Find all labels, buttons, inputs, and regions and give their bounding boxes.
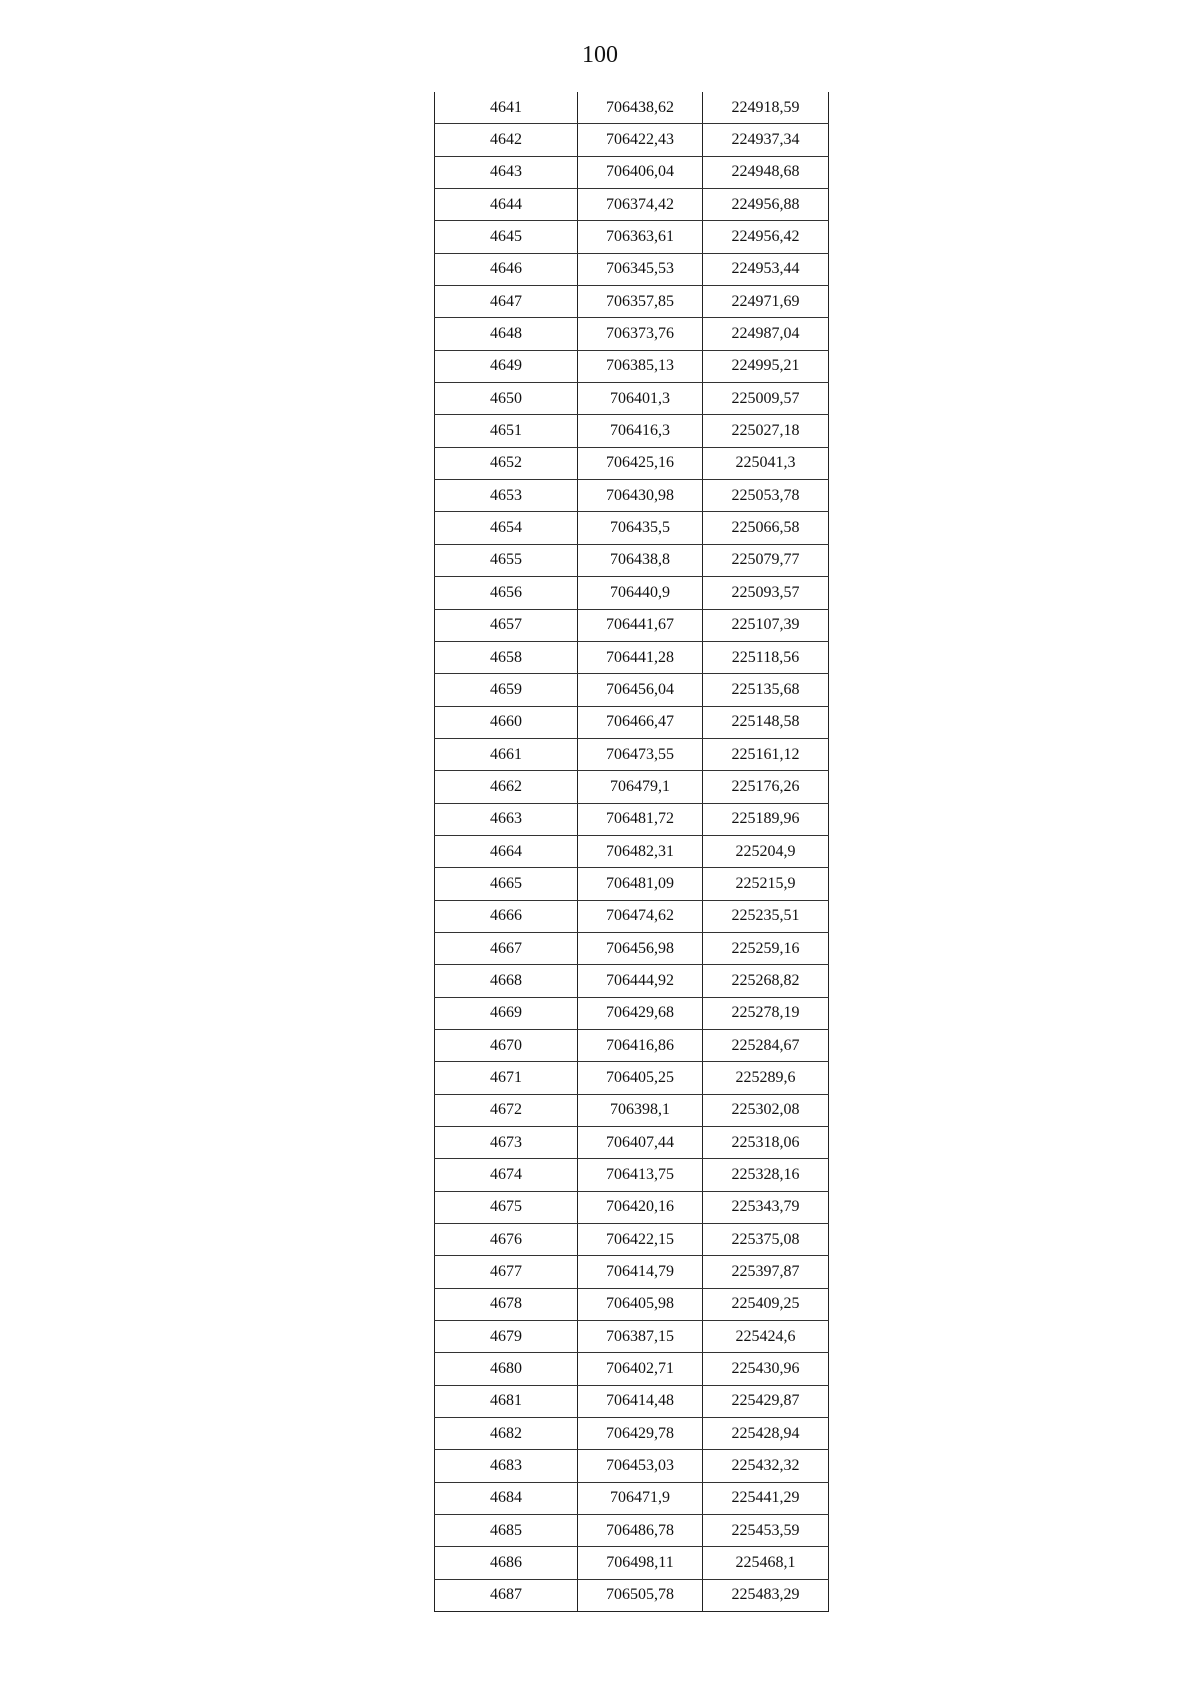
- table-row: [435, 1062, 829, 1094]
- y-coordinate-cell: 225215,9: [703, 868, 829, 900]
- x-coordinate-cell: 706456,04: [578, 674, 703, 706]
- y-coordinate-cell: 225397,87: [703, 1256, 829, 1288]
- x-coordinate-cell: 706420,16: [578, 1191, 703, 1223]
- table-row: [435, 383, 829, 415]
- point-number-cell: 4685: [435, 1515, 578, 1547]
- point-number-cell: 4668: [435, 965, 578, 997]
- y-coordinate-cell: 225328,16: [703, 1159, 829, 1191]
- x-coordinate-cell: 706429,78: [578, 1418, 703, 1450]
- point-number-cell: 4653: [435, 480, 578, 512]
- x-coordinate-cell: 706498,11: [578, 1547, 703, 1579]
- x-coordinate-cell: 706505,78: [578, 1579, 703, 1611]
- table-row: [435, 1353, 829, 1385]
- x-coordinate-cell: 706438,62: [578, 92, 703, 124]
- table-row: [435, 1547, 829, 1579]
- point-number-cell: 4657: [435, 609, 578, 641]
- point-number-cell: 4666: [435, 900, 578, 932]
- table-row: [435, 512, 829, 544]
- y-coordinate-cell: 225235,51: [703, 900, 829, 932]
- table-row: [435, 965, 829, 997]
- point-number-cell: 4678: [435, 1288, 578, 1320]
- x-coordinate-cell: 706405,25: [578, 1062, 703, 1094]
- y-coordinate-cell: 225429,87: [703, 1385, 829, 1417]
- table-row: [435, 1482, 829, 1514]
- point-number-cell: 4687: [435, 1579, 578, 1611]
- point-number-cell: 4670: [435, 1029, 578, 1061]
- table-row: [435, 868, 829, 900]
- x-coordinate-cell: 706430,98: [578, 480, 703, 512]
- point-number-cell: 4642: [435, 124, 578, 156]
- x-coordinate-cell: 706357,85: [578, 286, 703, 318]
- point-number-cell: 4680: [435, 1353, 578, 1385]
- table-row: [435, 1579, 829, 1611]
- x-coordinate-cell: 706474,62: [578, 900, 703, 932]
- x-coordinate-cell: 706486,78: [578, 1515, 703, 1547]
- table-row: [435, 92, 829, 124]
- y-coordinate-cell: 224956,42: [703, 221, 829, 253]
- x-coordinate-cell: 706413,75: [578, 1159, 703, 1191]
- table-row: [435, 286, 829, 318]
- point-number-cell: 4674: [435, 1159, 578, 1191]
- y-coordinate-cell: 225107,39: [703, 609, 829, 641]
- y-coordinate-cell: 225041,3: [703, 447, 829, 479]
- table-row: [435, 415, 829, 447]
- table-row: [435, 1515, 829, 1547]
- x-coordinate-cell: 706473,55: [578, 738, 703, 770]
- table-row: [435, 221, 829, 253]
- point-number-cell: 4662: [435, 771, 578, 803]
- y-coordinate-cell: 225483,29: [703, 1579, 829, 1611]
- x-coordinate-cell: 706363,61: [578, 221, 703, 253]
- y-coordinate-cell: 225093,57: [703, 577, 829, 609]
- x-coordinate-cell: 706471,9: [578, 1482, 703, 1514]
- point-number-cell: 4659: [435, 674, 578, 706]
- point-number-cell: 4672: [435, 1094, 578, 1126]
- y-coordinate-cell: 225189,96: [703, 803, 829, 835]
- table-row: [435, 706, 829, 738]
- x-coordinate-cell: 706406,04: [578, 156, 703, 188]
- x-coordinate-cell: 706435,5: [578, 512, 703, 544]
- y-coordinate-cell: 225289,6: [703, 1062, 829, 1094]
- point-number-cell: 4645: [435, 221, 578, 253]
- x-coordinate-cell: 706441,67: [578, 609, 703, 641]
- table-row: [435, 1288, 829, 1320]
- table-body: [435, 92, 829, 1612]
- y-coordinate-cell: 225343,79: [703, 1191, 829, 1223]
- table-row: [435, 124, 829, 156]
- point-number-cell: 4684: [435, 1482, 578, 1514]
- y-coordinate-cell: 224971,69: [703, 286, 829, 318]
- x-coordinate-cell: 706398,1: [578, 1094, 703, 1126]
- point-number-cell: 4651: [435, 415, 578, 447]
- point-number-cell: 4675: [435, 1191, 578, 1223]
- table-row: [435, 544, 829, 576]
- y-coordinate-cell: 225432,32: [703, 1450, 829, 1482]
- x-coordinate-cell: 706466,47: [578, 706, 703, 738]
- y-coordinate-cell: 225079,77: [703, 544, 829, 576]
- x-coordinate-cell: 706438,8: [578, 544, 703, 576]
- table-row: [435, 318, 829, 350]
- point-number-cell: 4643: [435, 156, 578, 188]
- table-row: [435, 1029, 829, 1061]
- y-coordinate-cell: 225204,9: [703, 835, 829, 867]
- y-coordinate-cell: 225409,25: [703, 1288, 829, 1320]
- table-row: [435, 932, 829, 964]
- y-coordinate-cell: 225375,08: [703, 1224, 829, 1256]
- point-number-cell: 4655: [435, 544, 578, 576]
- y-coordinate-cell: 225135,68: [703, 674, 829, 706]
- table-row: [435, 350, 829, 382]
- y-coordinate-cell: 225009,57: [703, 383, 829, 415]
- y-coordinate-cell: 225118,56: [703, 641, 829, 673]
- table-row: [435, 803, 829, 835]
- point-number-cell: 4641: [435, 92, 578, 124]
- table-row: [435, 674, 829, 706]
- x-coordinate-cell: 706401,3: [578, 383, 703, 415]
- x-coordinate-cell: 706425,16: [578, 447, 703, 479]
- table-row: [435, 1224, 829, 1256]
- x-coordinate-cell: 706416,86: [578, 1029, 703, 1061]
- point-number-cell: 4648: [435, 318, 578, 350]
- point-number-cell: 4683: [435, 1450, 578, 1482]
- y-coordinate-cell: 225424,6: [703, 1321, 829, 1353]
- y-coordinate-cell: 225148,58: [703, 706, 829, 738]
- y-coordinate-cell: 225453,59: [703, 1515, 829, 1547]
- table-row: [435, 997, 829, 1029]
- table-row: [435, 1450, 829, 1482]
- y-coordinate-cell: 225428,94: [703, 1418, 829, 1450]
- point-number-cell: 4677: [435, 1256, 578, 1288]
- point-number-cell: 4647: [435, 286, 578, 318]
- table-row: [435, 738, 829, 770]
- point-number-cell: 4658: [435, 641, 578, 673]
- table-row: [435, 577, 829, 609]
- table-row: [435, 835, 829, 867]
- x-coordinate-cell: 706422,15: [578, 1224, 703, 1256]
- x-coordinate-cell: 706479,1: [578, 771, 703, 803]
- y-coordinate-cell: 224948,68: [703, 156, 829, 188]
- point-number-cell: 4671: [435, 1062, 578, 1094]
- y-coordinate-cell: 225302,08: [703, 1094, 829, 1126]
- y-coordinate-cell: 225161,12: [703, 738, 829, 770]
- point-number-cell: 4686: [435, 1547, 578, 1579]
- point-number-cell: 4650: [435, 383, 578, 415]
- x-coordinate-cell: 706482,31: [578, 835, 703, 867]
- point-number-cell: 4682: [435, 1418, 578, 1450]
- x-coordinate-cell: 706387,15: [578, 1321, 703, 1353]
- table-row: [435, 1321, 829, 1353]
- x-coordinate-cell: 706429,68: [578, 997, 703, 1029]
- table-row: [435, 1127, 829, 1159]
- point-number-cell: 4649: [435, 350, 578, 382]
- y-coordinate-cell: 225066,58: [703, 512, 829, 544]
- x-coordinate-cell: 706405,98: [578, 1288, 703, 1320]
- x-coordinate-cell: 706414,48: [578, 1385, 703, 1417]
- point-number-cell: 4656: [435, 577, 578, 609]
- x-coordinate-cell: 706407,44: [578, 1127, 703, 1159]
- point-number-cell: 4646: [435, 253, 578, 285]
- x-coordinate-cell: 706373,76: [578, 318, 703, 350]
- x-coordinate-cell: 706481,72: [578, 803, 703, 835]
- y-coordinate-cell: 224995,21: [703, 350, 829, 382]
- point-number-cell: 4676: [435, 1224, 578, 1256]
- x-coordinate-cell: 706481,09: [578, 868, 703, 900]
- y-coordinate-cell: 225441,29: [703, 1482, 829, 1514]
- x-coordinate-cell: 706441,28: [578, 641, 703, 673]
- point-number-cell: 4644: [435, 189, 578, 221]
- x-coordinate-cell: 706444,92: [578, 965, 703, 997]
- x-coordinate-cell: 706440,9: [578, 577, 703, 609]
- point-number-cell: 4681: [435, 1385, 578, 1417]
- x-coordinate-cell: 706402,71: [578, 1353, 703, 1385]
- y-coordinate-cell: 224987,04: [703, 318, 829, 350]
- y-coordinate-cell: 225176,26: [703, 771, 829, 803]
- y-coordinate-cell: 225430,96: [703, 1353, 829, 1385]
- y-coordinate-cell: 224953,44: [703, 253, 829, 285]
- y-coordinate-cell: 225027,18: [703, 415, 829, 447]
- point-number-cell: 4664: [435, 835, 578, 867]
- point-number-cell: 4652: [435, 447, 578, 479]
- y-coordinate-cell: 225278,19: [703, 997, 829, 1029]
- y-coordinate-cell: 225259,16: [703, 932, 829, 964]
- x-coordinate-cell: 706416,3: [578, 415, 703, 447]
- x-coordinate-cell: 706385,13: [578, 350, 703, 382]
- y-coordinate-cell: 224918,59: [703, 92, 829, 124]
- x-coordinate-cell: 706456,98: [578, 932, 703, 964]
- x-coordinate-cell: 706414,79: [578, 1256, 703, 1288]
- y-coordinate-cell: 225284,67: [703, 1029, 829, 1061]
- point-number-cell: 4679: [435, 1321, 578, 1353]
- table-row: [435, 1385, 829, 1417]
- y-coordinate-cell: 224937,34: [703, 124, 829, 156]
- y-coordinate-cell: 224956,88: [703, 189, 829, 221]
- table-row: [435, 641, 829, 673]
- table-row: [435, 900, 829, 932]
- point-number-cell: 4661: [435, 738, 578, 770]
- x-coordinate-cell: 706374,42: [578, 189, 703, 221]
- table-row: [435, 189, 829, 221]
- point-number-cell: 4654: [435, 512, 578, 544]
- table-row: [435, 253, 829, 285]
- table-row: [435, 609, 829, 641]
- table-row: [435, 1256, 829, 1288]
- x-coordinate-cell: 706453,03: [578, 1450, 703, 1482]
- point-number-cell: 4665: [435, 868, 578, 900]
- y-coordinate-cell: 225053,78: [703, 480, 829, 512]
- table-row: [435, 1418, 829, 1450]
- table-row: [435, 771, 829, 803]
- table-row: [435, 447, 829, 479]
- point-number-cell: 4663: [435, 803, 578, 835]
- table-row: [435, 1191, 829, 1223]
- coordinates-table: [434, 92, 829, 1612]
- y-coordinate-cell: 225318,06: [703, 1127, 829, 1159]
- point-number-cell: 4660: [435, 706, 578, 738]
- point-number-cell: 4673: [435, 1127, 578, 1159]
- table-row: [435, 480, 829, 512]
- page-number: 100: [582, 42, 618, 68]
- table-row: [435, 156, 829, 188]
- table-row: [435, 1094, 829, 1126]
- x-coordinate-cell: 706422,43: [578, 124, 703, 156]
- table-row: [435, 1159, 829, 1191]
- y-coordinate-cell: 225268,82: [703, 965, 829, 997]
- point-number-cell: 4667: [435, 932, 578, 964]
- x-coordinate-cell: 706345,53: [578, 253, 703, 285]
- point-number-cell: 4669: [435, 997, 578, 1029]
- y-coordinate-cell: 225468,1: [703, 1547, 829, 1579]
